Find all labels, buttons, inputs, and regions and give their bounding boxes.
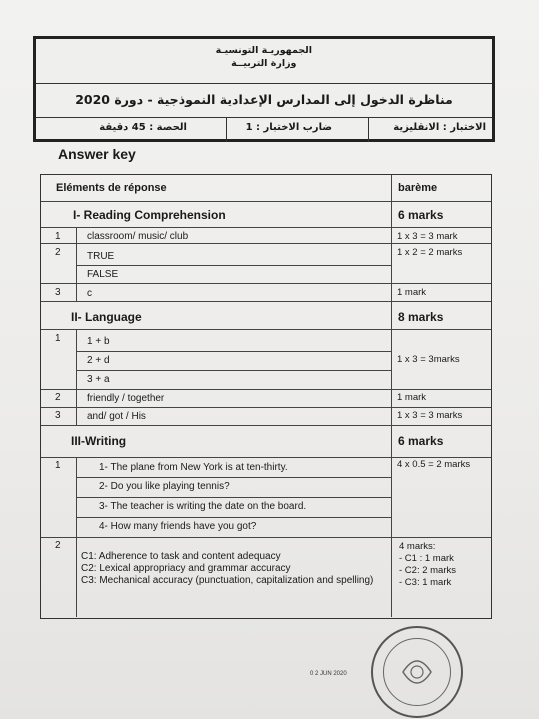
criterion: C1: Adherence to task and content adequacy xyxy=(81,551,281,562)
divider xyxy=(368,117,369,142)
reading-q3-answer: c xyxy=(87,288,92,299)
section-reading-title: I- Reading Comprehension xyxy=(73,208,226,222)
language-q3-num: 3 xyxy=(55,410,61,421)
language-q2-answer: friendly / together xyxy=(87,393,165,404)
reading-q1-mark: 1 x 3 = 3 mark xyxy=(397,231,458,242)
language-q1-mark: 1 x 3 = 3marks xyxy=(397,354,460,365)
section-language-title: II- Language xyxy=(71,310,142,324)
writing-q2-num: 2 xyxy=(55,540,61,551)
reading-q1-num: 1 xyxy=(55,231,61,242)
language-q1-c: 3 + a xyxy=(87,374,110,385)
contest-title: مناظرة الدخول إلى المدارس الإعدادية النموذجية - دورة 2020 xyxy=(75,92,453,107)
exam-coefficient: ضارب الاختبار : 1 xyxy=(245,122,332,133)
section-reading-marks: 6 marks xyxy=(398,208,444,222)
writing-q2-mark xyxy=(399,541,487,589)
reading-q2-answer-a: TRUE xyxy=(87,251,115,262)
section-writing-title: III-Writing xyxy=(71,434,127,448)
writing-q1-mark: 4 x 0.5 = 2 marks xyxy=(397,459,471,470)
official-seal-icon xyxy=(371,626,463,718)
header-ministry-row xyxy=(36,39,492,84)
language-q1-a: 1 + b xyxy=(87,336,110,347)
section-language-marks: 8 marks xyxy=(398,310,444,324)
writing-q2-criteria xyxy=(81,551,386,587)
writing-q1-num: 1 xyxy=(55,460,61,471)
language-q3-mark: 1 x 3 = 3 marks xyxy=(397,410,463,421)
writing-q1-item: 4- How many friends have you got? xyxy=(99,521,257,532)
column-divider xyxy=(391,175,392,617)
mark-line: - C3: 1 mark xyxy=(399,577,452,588)
criterion: C3: Mechanical accuracy (punctuation, capitalization and spelling) xyxy=(81,575,374,586)
divider xyxy=(226,117,227,142)
language-q2-num: 2 xyxy=(55,392,61,403)
criterion: C2: Lexical appropriacy and grammar accuracy xyxy=(81,563,291,574)
reading-q3-mark: 1 mark xyxy=(397,287,427,298)
mark-line: - C2: 2 marks xyxy=(399,565,457,576)
section-writing-marks: 6 marks xyxy=(398,434,444,448)
reading-q2-answer-b: FALSE xyxy=(87,269,119,280)
exam-duration: الحصة : 45 دقيقة xyxy=(99,122,187,133)
header-contest-row xyxy=(36,83,492,118)
language-q2-mark: 1 mark xyxy=(397,392,427,403)
writing-q1-item: 2- Do you like playing tennis? xyxy=(99,481,230,492)
reading-q3-num: 3 xyxy=(55,287,61,298)
republic-text: الجمهوريـة التونسيـة xyxy=(215,45,312,56)
language-q3-answer: and/ got / His xyxy=(87,411,146,422)
col-header-bareme: barème xyxy=(398,182,438,194)
reading-q2-mark: 1 x 2 = 2 marks xyxy=(397,247,463,258)
answer-key-table xyxy=(40,174,492,619)
exam-subject: الاختبار : الانقليزية xyxy=(393,122,486,133)
page-title: Answer key xyxy=(58,146,136,162)
reading-q2-num: 2 xyxy=(55,247,61,258)
reading-q1-answer: classroom/ music/ club xyxy=(87,231,189,242)
writing-q1-item: 1- The plane from New York is at ten-thirty. xyxy=(99,462,288,473)
language-q1-num: 1 xyxy=(55,333,61,344)
ministry-block xyxy=(216,44,312,70)
writing-q1-item: 3- The teacher is writing the date on the board. xyxy=(99,501,307,512)
header-info-row xyxy=(36,117,492,142)
mark-line: - C1 : 1 mark xyxy=(399,553,454,564)
exam-header xyxy=(33,36,495,142)
mark-heading: 4 marks: xyxy=(399,541,436,552)
ministry-text: وزارة التربيــة xyxy=(231,58,297,69)
date-stamp: 0 2 JUN 2020 xyxy=(310,671,347,677)
col-header-elements: Eléments de réponse xyxy=(56,182,167,194)
language-q1-b: 2 + d xyxy=(87,355,110,366)
